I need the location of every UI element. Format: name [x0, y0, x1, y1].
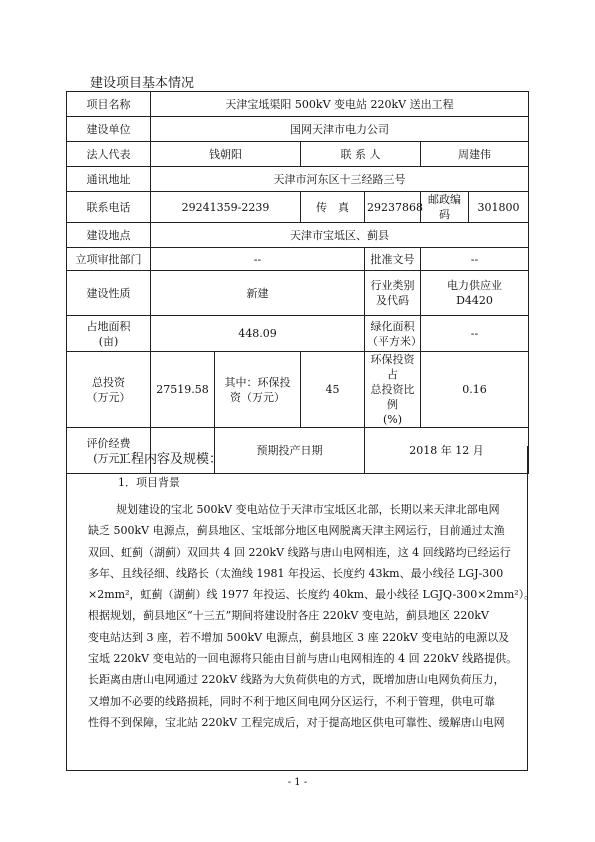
paragraph-line: 规划建设的宝北 500kV 变电站位于天津市宝坻区北部，长期以来天津北部电网: [116, 503, 500, 516]
value-address: 天津市河东区十三经路三号: [151, 167, 529, 192]
label-env-ratio: [365, 352, 421, 428]
value-project-name: 天津宝坻渠阳 500kV 变电站 220kV 送出工程: [151, 92, 529, 117]
label-address: 通讯地址: [67, 167, 151, 192]
paragraph-line: 双回、虹蓟（湖蓟）双回共 4 回 220kV 线路与唐山电网相连，这 4 回线路均已经运行: [88, 545, 511, 559]
value-phone: 29241359-2239: [151, 192, 301, 223]
label-invest: [67, 352, 151, 428]
label-industry-line1: 行业类别: [370, 279, 415, 292]
label-industry-line2: 及代码: [376, 294, 409, 307]
label-project-name: 项目名称: [67, 92, 151, 117]
label-invest-line2: （万元）: [86, 390, 131, 404]
row-nature: [67, 271, 529, 316]
label-invest-line1: 总投资: [92, 375, 125, 389]
row-unit: [67, 117, 529, 142]
label-industry: [365, 271, 421, 316]
label-env-invest: [215, 352, 301, 428]
page-number: - 1 -: [287, 777, 308, 788]
value-approval: --: [151, 248, 365, 271]
label-env-ratio-line1: 环保投资占: [370, 353, 415, 381]
label-env-invest-line2: 资（万元）: [230, 390, 285, 404]
row-invest: [67, 352, 529, 428]
row-approval: [67, 248, 529, 271]
value-nature: 新建: [151, 271, 365, 316]
value-legal: 钱朝阳: [151, 142, 301, 167]
row-legal: [67, 142, 529, 167]
value-expected-date: 2018 年 12 月: [365, 428, 529, 474]
content-heading: 工程内容及规模：: [118, 452, 223, 467]
value-invest: 27519.58: [151, 352, 215, 428]
project-info-table: [66, 91, 529, 474]
paragraph-line: 多年、且线径细、线路长（太渔线 1981 年投运、长度约 43km、最小线径 LGJ-300: [88, 566, 504, 580]
label-env-ratio-line2: 总投资比例: [370, 383, 415, 411]
label-zip: 邮政编码: [421, 192, 469, 223]
value-industry: [421, 271, 529, 316]
label-area-line2: (亩): [98, 334, 119, 348]
label-green-line1: 绿化面积: [370, 319, 415, 333]
paragraph-line: 又增加不必要的线路损耗，同时不利于地区间电网分区运行，不利于管理，供电可靠: [88, 694, 495, 708]
label-area: [67, 316, 151, 352]
label-env-invest-line1: 其中：环保投: [224, 375, 291, 389]
label-nature: 建设性质: [67, 271, 151, 316]
value-industry-line2: D4420: [456, 294, 493, 307]
value-env-invest: 45: [301, 352, 365, 428]
label-expected-date: 预期投产日期: [215, 428, 365, 474]
paragraph-line: 性得不到保障，宝北站 220kV 工程完成后，对于提高地区供电可靠性、缓解唐山电网: [88, 715, 505, 729]
label-location: 建设地点: [67, 223, 151, 248]
paragraph-line: 根据规划，蓟县地区“十三五”期间将建设肘各庄 220kV 变电站，蓟县地区 220kV: [88, 609, 489, 623]
content-subheading: 1．项目背景: [118, 476, 180, 489]
paragraph-line: 宝坻 220kV 变电站的一回电源将只能由目前与唐山电网相连的 4 回 220kV 线路提供。: [88, 652, 518, 666]
value-contact: 周建伟: [421, 142, 529, 167]
value-doc-number: --: [421, 248, 529, 271]
label-fax: 传 真: [301, 192, 365, 223]
label-env-ratio-line3: (%): [382, 413, 403, 426]
label-phone: 联系电话: [67, 192, 151, 223]
paragraph-line: 变电站达到 3 座，若不增加 500kV 电源点，蓟县地区 3 座 220kV 变电站的电源以及: [88, 630, 510, 644]
value-env-ratio: 0.16: [421, 352, 529, 428]
label-green-line2: （平方米）: [367, 334, 422, 348]
label-legal: 法人代表: [67, 142, 151, 167]
paragraph-line: 长距离由唐山电网通过 220kV 线路为大负荷供电的方式，既增加唐山电网负荷压力，: [88, 673, 505, 687]
section-title: 建设项目基本情况: [90, 76, 195, 91]
label-green: [365, 316, 421, 352]
value-zip: 301800: [469, 192, 529, 223]
row-phone: [67, 192, 529, 223]
value-area: 448.09: [151, 316, 365, 352]
row-project-name: [67, 92, 529, 117]
row-address: [67, 167, 529, 192]
label-area-line1: 占地面积: [86, 319, 131, 333]
label-fee-line2: (万元): [93, 451, 124, 465]
value-fax: 29237868: [365, 192, 421, 223]
label-unit: 建设单位: [67, 117, 151, 142]
background-paragraph: [88, 499, 534, 733]
paragraph-line: 缺乏 500kV 电源点，蓟县地区、宝坻部分地区电网脱离天津主网运行，目前通过太渔: [88, 524, 505, 538]
paragraph-line: ×2mm²，虹蓟（湖蓟）线 1977 年投运、长度约 40km、最小线径 LGJQ-300×2mm²）。: [88, 588, 536, 602]
value-unit: 国网天津市电力公司: [151, 117, 529, 142]
row-area: [67, 316, 529, 352]
row-location: [67, 223, 529, 248]
label-fee-line1: 评价经费: [86, 436, 131, 450]
value-green: --: [421, 316, 529, 352]
label-approval: 立项审批部门: [67, 248, 151, 271]
label-contact: 联 系 人: [301, 142, 421, 167]
value-industry-line1: 电力供应业: [447, 279, 503, 292]
label-doc-number: 批准文号: [365, 248, 421, 271]
value-location: 天津市宝坻区、蓟县: [151, 223, 529, 248]
